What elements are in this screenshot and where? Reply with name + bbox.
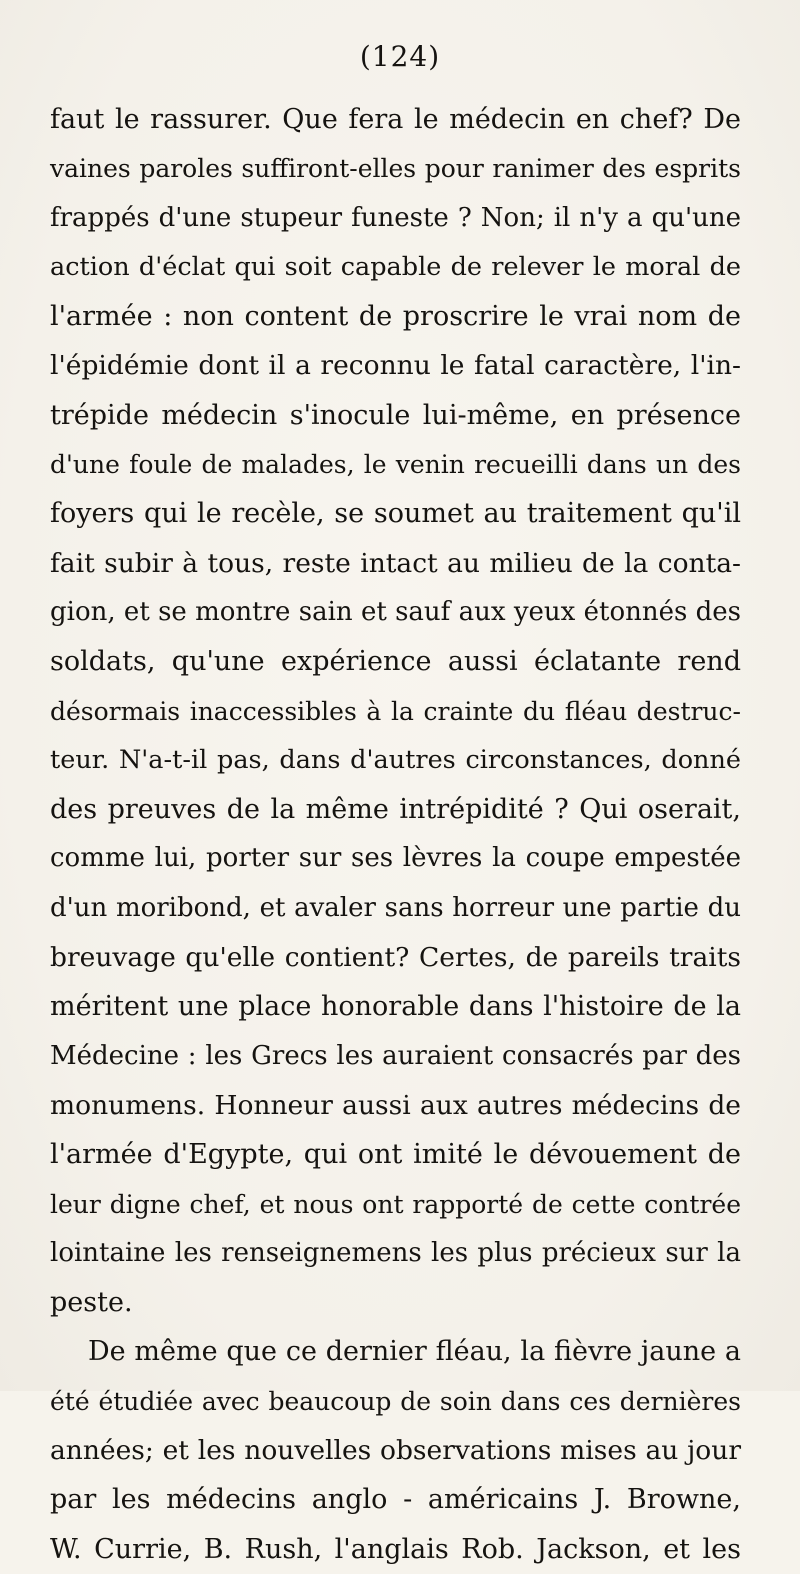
text-line: l'armée d'Egypte, qui ont imité le dévouement de: [50, 1139, 741, 1171]
body-text: [50, 95, 741, 1574]
text-line: trépide médecin s'inocule lui-même, en présence: [50, 399, 741, 431]
text-line-paragraph-end: peste.: [50, 1287, 133, 1319]
text-line: teur. N'a-t-il pas, dans d'autres circonstances, donné: [50, 744, 741, 775]
text-line: années; et les nouvelles observations mises au jour: [50, 1435, 741, 1467]
text-line: soldats, qu'une expérience aussi éclatante rend: [50, 646, 741, 678]
text-line: désormais inaccessibles à la crainte du fléau destruc-: [50, 696, 741, 726]
text-line: action d'éclat qui soit capable de relever le moral de: [50, 251, 741, 282]
text-line: faut le rassurer. Que fera le médecin en chef? De: [50, 104, 741, 135]
text-line: breuvage qu'elle contient? Certes, de pareils traits: [50, 942, 741, 974]
text-line: comme lui, porter sur ses lèvres la coupe empestée: [50, 843, 741, 874]
text-line: d'un moribond, et avaler sans horreur une partie du: [50, 892, 741, 923]
text-line: gion, et se montre sain et sauf aux yeux étonnés des: [50, 596, 741, 627]
text-line: l'épidémie dont il a reconnu le fatal caractère, l'in-: [50, 350, 741, 382]
text-line: fait subir à tous, reste intact au milieu de la conta-: [50, 547, 741, 579]
text-line: lointaine les renseignemens les plus précieux sur la: [50, 1237, 741, 1268]
page-number: (124): [359, 40, 441, 73]
text-line-paragraph-start: De même que ce dernier fléau, la fièvre jaune a: [88, 1336, 741, 1368]
text-line: l'armée : non content de proscrire le vrai nom de: [50, 301, 741, 333]
text-line: monumens. Honneur aussi aux autres médecins de: [50, 1089, 741, 1121]
text-line: Médecine : les Grecs les auraient consacrés par des: [50, 1040, 741, 1071]
text-line: méritent une place honorable dans l'histoire de la: [50, 991, 741, 1023]
text-line: frappés d'une stupeur funeste ? Non; il n'y a qu'une: [50, 202, 741, 233]
text-line: d'une foule de malades, le venin recueilli dans un des: [50, 450, 741, 480]
text-line: été étudiée avec beaucoup de soin dans ces dernières: [50, 1386, 741, 1416]
text-line: par les médecins anglo - américains J. Browne,: [50, 1484, 741, 1516]
text-line: vaines paroles suffiront-elles pour ranimer des esprits: [50, 154, 741, 184]
text-line: des preuves de la même intrépidité ? Qui oserait,: [50, 794, 741, 826]
text-line: leur digne chef, et nous ont rapporté de cette contrée: [50, 1189, 741, 1219]
text-line: foyers qui le recèle, se soumet au traitement qu'il: [50, 498, 741, 530]
text-line: W. Currie, B. Rush, l'anglais Rob. Jackson, et les: [50, 1533, 741, 1565]
